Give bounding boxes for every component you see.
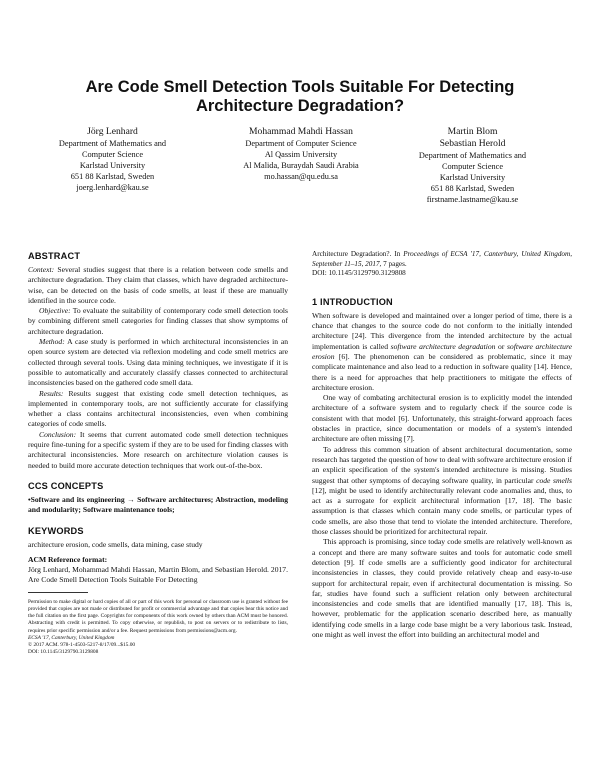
intro-p3-italic: code smells: [536, 475, 572, 485]
reference-continuation: [312, 250, 572, 269]
author-affiliation-line: Computer Science: [441, 162, 504, 171]
intro-paragraph-2: One way of combating architectural erosion is to explicitly model the intended architecture of a software system and to regularly check if the source code is consistent with that model [6]. Unfortunately, this straight-forward approach faces obstacles in practice, since documentation or models of a system's intended architecture are often missing [7].: [312, 393, 572, 444]
ref-cont-italic: Proceedings of ECSA '17, Canterbury, United Kingdom, September 11–15, 2017,: [312, 250, 572, 268]
author-affiliation-line: 651 88 Karlstad, Sweden: [430, 184, 515, 193]
ref-cont-plain: Architecture Degradation?. In: [312, 250, 401, 258]
author-name: Martin Blom: [447, 126, 498, 137]
reference-text: Jörg Lenhard, Mohammad Mahdi Hassan, Martin Blom, and Sebastian Herold. 2017. Are Code Smell Detection Tools Suitable For Detecting: [28, 565, 288, 585]
permission-block: [28, 599, 288, 657]
ref-cont-rest: 7 pages.: [383, 259, 407, 268]
context-label: Context:: [28, 265, 55, 274]
permission-text: Permission to make digital or hard copies of all or part of this work for personal or classroom use is granted without fee provided that copies are not made or distributed for profit or commercial advantage and that copies bear this notice and the full citation on the first page. Copyrights for components of this work owned by others than ACM must be honored. Abstracting with credit is permitted. To copy otherwise, or republish, to post on servers or to redistribute to lists, requires prior specific permission and/or a fee. Request permissions from permissions@acm.org.: [28, 598, 288, 634]
results-label: Results:: [39, 388, 64, 398]
author-name: Sebastian Herold: [439, 138, 506, 149]
author-block: [0, 126, 600, 236]
objective-text: To evaluate the suitability of contemporary code smell detection tools by combining different smell categories for finding classes that show symptoms of architecture degradation.: [28, 306, 288, 336]
author-affiliation-line: Karlstad University: [79, 161, 146, 170]
left-column: [28, 250, 288, 656]
ccs-heading: CCS CONCEPTS: [28, 480, 104, 491]
abstract-objective: [28, 306, 288, 337]
copyright-line: © 2017 ACM. 978-1-4503-5217-8/17/09...$15.00: [28, 641, 136, 648]
author-affiliation-line: Karlstad University: [439, 173, 506, 182]
abstract-conclusion: [28, 430, 288, 471]
author-name: Mohammad Mahdi Hassan: [249, 126, 353, 137]
right-column: [312, 250, 572, 640]
ccs-text: •Software and its engineering → Software architectures; Abstraction, modeling and modularity; Software maintenance tools;: [28, 494, 288, 515]
author-affiliation-line: Computer Science: [81, 150, 144, 159]
author-name: Jörg Lenhard: [87, 126, 138, 137]
objective-label: Objective:: [39, 306, 71, 316]
method-label: Method:: [39, 337, 65, 347]
conclusion-text: It seems that current automated code smell detection techniques require fine-tuning for a specific system if they are to be used for finding classes with architectural inconsistencies. More research on architecture violation causes is needed to build more accurate detection techniques that work out-of-the-box.: [28, 429, 289, 470]
author-affiliation-line: Al Qassim University: [264, 150, 338, 159]
intro-paragraph-4: This approach is promising, since today code smells are relatively well-known as a concept and there are many software suites and tools for automatic code smell detection [9]. If code smells are a sufficiently good indicator for architectural inconsistencies in classes, they could provide relatively cheap and easy-to-use support for architectural repair, even if architectural documentation is missing. So far, studies have found such a sufficient relation only between architectural inconsistencies and code smells that are identified manually [17, 18]. This is, however, problematic for the application scenario described here, as manually identifying code smells in a large code base might be a very laborious task. Instead, one might as well invest the effort into building an architectural model and: [312, 537, 572, 639]
results-text: Results suggest that existing code smell detection techniques, as implemented in contemporary tools, are not sufficiently accurate for classifying whether a class contains architectural inconsistencies, even when combining categories of code smells.: [28, 388, 288, 429]
author-email: firstname.lastname@kau.se: [426, 195, 519, 204]
footnote-rule: [28, 592, 88, 593]
intro-p1-italic-1: software architecture degradation: [390, 341, 496, 351]
reference-heading: ACM Reference format:: [28, 554, 108, 564]
abstract-results: [28, 389, 288, 430]
author-affiliation-line: Department of Mathematics and: [58, 139, 167, 148]
doi-line: DOI: 10.1145/3129790.3129808: [28, 649, 99, 656]
intro-p1-a: When software is developed and maintained over a longer period of time, there is a chance that changes to the source code do not conform to the initially intended architecture [24]. This divergence from the intended architecture by the actual implementation is called: [312, 310, 572, 351]
author-affiliation-line: Al Malida, Buraydah Saudi Arabia: [243, 161, 359, 170]
intro-paragraph-1: [312, 311, 572, 393]
abstract-context: [28, 265, 288, 306]
author-affiliation-line: Department of Mathematics and: [418, 151, 527, 160]
context-text: Several studies suggest that there is a relation between code smells and architecture degradation. They claim that classes, which have degraded architecture-wise, can be detected on the basis of code smells, at least if these are manually identified in the source code.: [28, 265, 288, 305]
intro-p1-b: or: [498, 341, 505, 351]
paper-title: Are Code Smell Detection Tools Suitable For Detecting Architecture Degradation?: [85, 78, 515, 115]
keywords-heading: KEYWORDS: [28, 525, 84, 536]
intro-p1-italic-2: software architecture erosion: [312, 341, 572, 361]
conclusion-label: Conclusion:: [39, 429, 77, 439]
author-email: mo.hassan@qu.edu.sa: [264, 172, 338, 181]
reference-doi: DOI: 10.1145/3129790.3129808: [312, 269, 406, 278]
author-3: [385, 126, 560, 205]
intro-p3-a: To address this common situation of absent architectural documentation, some research has targeted the question of how to deal with software architecture erosion if an explicit specification of the system's intended architecture is missing. Studies suggest that other symptoms of decaying software quality, in particular: [312, 444, 572, 485]
introduction-heading: 1 INTRODUCTION: [312, 296, 393, 307]
author-affiliation-line: Department of Computer Science: [245, 139, 357, 148]
author-2: [215, 126, 387, 182]
author-email: joerg.lenhard@kau.se: [76, 183, 149, 192]
abstract-method: [28, 337, 288, 388]
intro-p1-c: [6]. The phenomenon can be considered as problematic, since it may complicate maintenance and also lead to a reduction in software quality [14]. Hence, there is a need for approaches that help practitioners to mitigate the effects of architecture erosion.: [312, 351, 572, 392]
intro-paragraph-3: [312, 445, 572, 538]
conference-line: ECSA '17, Canterbury, United Kingdom: [28, 634, 115, 641]
keywords-text: architecture erosion, code smells, data mining, case study: [28, 539, 203, 549]
intro-p3-b: [12], might be used to identify architecturally relevant code anomalies and, thus, to act as a surrogate for explicit architectural information [17, 18]. The basic assumption is that classes which contain many code smells, or particular types of code smells, are also those that tend to violate the intended architecture. Therefore, those classes should be prioritized for architectural repair.: [312, 485, 572, 537]
author-affiliation-line: 651 88 Karlstad, Sweden: [70, 172, 155, 181]
abstract-heading: ABSTRACT: [28, 251, 81, 261]
method-text: A case study is performed in which architectural inconsistencies in an open source system are detected via reflexion modeling and code smell metrics are collected through several tools. Using data mining techniques, we investigate if it is possible to automatically and accurately classify classes connected to architectural inconsistencies based on the gathered code smell data.: [28, 337, 289, 388]
author-1: [30, 126, 195, 193]
